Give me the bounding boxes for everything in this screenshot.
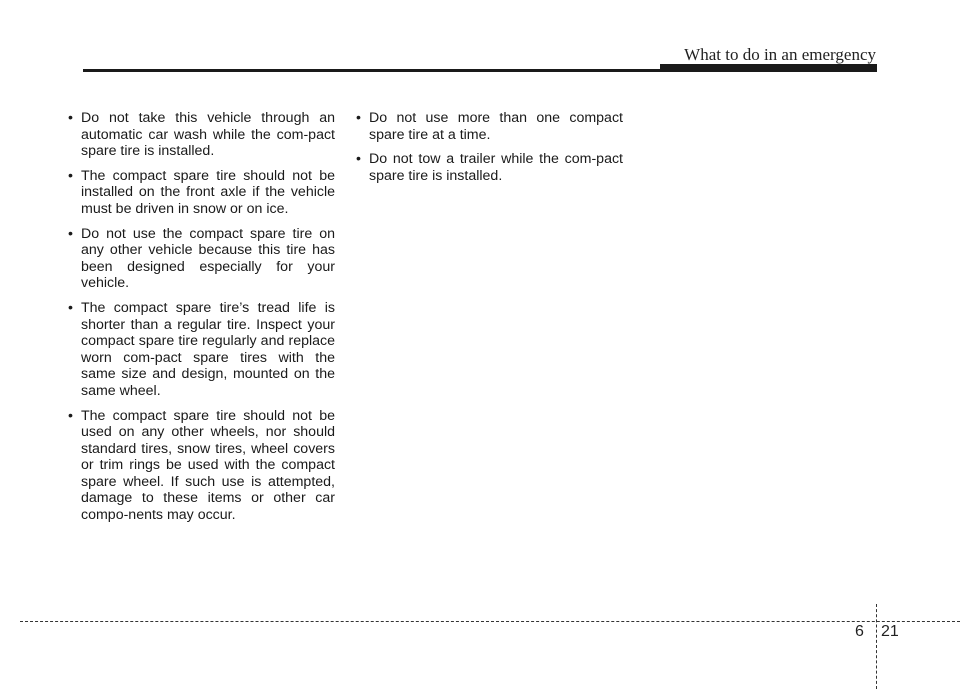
bullet-icon: • <box>68 110 73 126</box>
footer-divider <box>20 621 960 622</box>
bullet-icon: • <box>68 299 73 316</box>
bullet-icon: • <box>356 151 361 168</box>
list-item <box>65 300 335 400</box>
bullet-icon: • <box>68 167 73 184</box>
footer-page-divider <box>876 604 877 689</box>
left-column <box>65 110 335 532</box>
list-item <box>353 110 623 143</box>
list-item-text: The compact spare tire should not be installed on the front axle if the vehicle must be driven in snow or on ice. <box>81 167 335 217</box>
list-item <box>65 408 335 524</box>
list-item <box>65 110 335 160</box>
list-item-text: Do not use more than one compact spare tire at a time. <box>369 110 623 143</box>
list-item-text: Do not use the compact spare tire on any other vehicle because this tire has been designed especially for your vehicle. <box>81 225 335 292</box>
bullet-icon: • <box>356 110 361 126</box>
list-item <box>353 151 623 184</box>
list-item-text: The compact spare tire should not be used on any other wheels, nor should standard tires, snow tires, wheel covers or trim rings be used with the compact spare wheel. If such use is attempted, damage to these items or other car compo-nents may occur. <box>81 407 335 524</box>
header-rule <box>83 69 877 72</box>
bullet-icon: • <box>68 225 73 242</box>
page-header-title: What to do in an emergency <box>684 45 876 64</box>
chapter-number: 6 <box>855 623 864 640</box>
page-number: 21 <box>881 623 899 640</box>
list-item-text: Do not take this vehicle through an automatic car wash while the com-pact spare tire is installed. <box>81 110 335 160</box>
right-column <box>353 110 623 192</box>
list-item <box>65 226 335 292</box>
list-item-text: The compact spare tire’s tread life is shorter than a regular tire. Inspect your compact spare tire regularly and replace worn com-pact spare tires with the same size and design, mounted on the same wheel. <box>81 299 335 399</box>
bullet-icon: • <box>68 407 73 424</box>
list-item-text: Do not tow a trailer while the com-pact spare tire is installed. <box>369 151 623 184</box>
list-item <box>65 168 335 218</box>
